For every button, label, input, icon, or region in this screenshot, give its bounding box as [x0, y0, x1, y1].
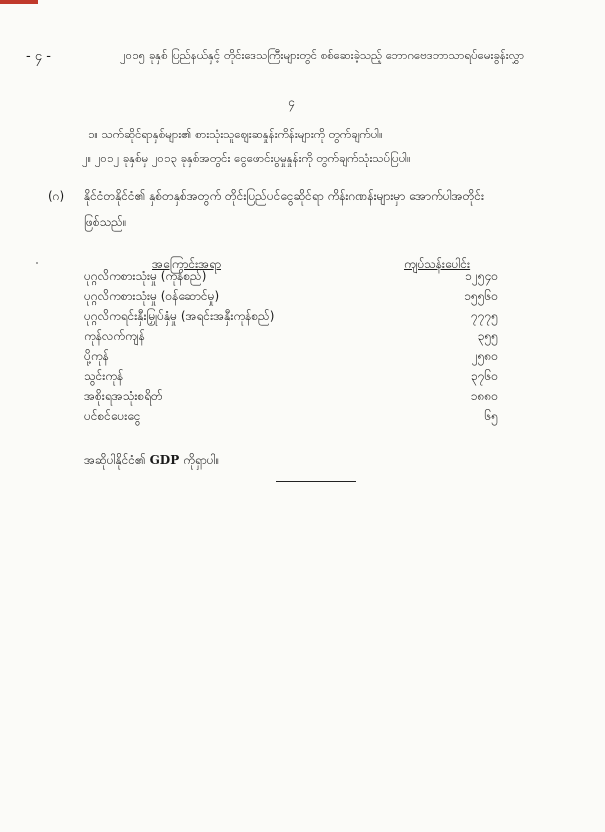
row-value: ၁၅၅၆၀ [464, 289, 498, 303]
table-row [84, 368, 504, 386]
closing-term: GDP [149, 453, 180, 467]
row-value: ၃၅၅ [477, 329, 498, 343]
row-value: ၁၈၈၀ [470, 389, 498, 403]
row-value: ၁၂၅၄၀ [465, 269, 498, 283]
closing-question [84, 452, 219, 470]
row-value: ၂၅၈၀ [471, 349, 498, 363]
table-row [84, 328, 504, 346]
row-value: ၆၅ [484, 409, 498, 423]
section-text-line-1: နိုင်ငံတနိုင်ငံ၏ နှစ်တနှစ်အတွက် တိုင်းပြည်ပင်ငွေဆိုင်ရာ ကိန်းဂဏန်းများမှာ အောက်ပါအတိုင်း [84, 189, 485, 203]
margin-dot [36, 262, 38, 264]
row-label: ပုဂ္ဂလိကစားသုံးမှု (ကုန်စည်) [84, 269, 207, 283]
end-divider [276, 481, 356, 482]
closing-prefix: အဆိုပါနိုင်ငံ၏ [84, 453, 146, 467]
section-text-line-2: ဖြစ်သည်။ [84, 215, 127, 229]
table-row [84, 308, 504, 326]
corner-mark [0, 0, 38, 4]
row-label: သွင်းကုန် [84, 369, 124, 383]
closing-suffix: ကိုရှာပါ။ [183, 453, 220, 467]
table-row [84, 288, 504, 306]
row-label: ပုဂ္ဂလိကစားသုံးမှု (ဝန်ဆောင်မှု) [84, 289, 220, 303]
table-row [84, 348, 504, 366]
table-row [84, 268, 504, 286]
table-row [84, 408, 504, 426]
row-label: ပင်စင်ပေးငွေ [84, 409, 141, 423]
section-label: (ဂ) [48, 189, 65, 203]
table-header-item: အကြောင်းအရာ [152, 257, 221, 271]
question-2: ၂။ ၂၀၁၂ ခုနှစ်မှ ၂၀၁၃ ခုနှစ်အတွင်း ငွေဖောင်းပွမှုနှုန်းကို တွက်ချက်သုံးသပ်ပြပါ။ [82, 151, 411, 165]
table-header-value: ကျပ်သန်းပေါင်း [404, 257, 471, 271]
row-label: ကုန်လက်ကျန် [84, 329, 145, 343]
row-label: ပုဂ္ဂလိကရင်းနှီးမြှုပ်နှံမှု (အရင်းအနှီးကုန်စည်) [84, 309, 275, 323]
row-label: ပို့ကုန် [84, 349, 109, 363]
row-value: ၇၇၇၅ [471, 309, 498, 323]
row-label: အစိုးရအသုံးစရိတ် [84, 389, 163, 403]
table-row [84, 388, 504, 406]
header-page-marker: - ၄ - [26, 49, 51, 64]
question-1: ၁။ သက်ဆိုင်ရာနှစ်များ၏ စားသုံးသူဈေးဆနှုန်းကိန်းများကို တွက်ချက်ပါ။ [88, 127, 383, 141]
row-value: ၃၇၆၀ [471, 369, 498, 383]
header-title: ၂၀၁၅ ခုနှစ် ပြည်နယ်နှင့် တိုင်းဒေသကြီးများတွင် စစ်ဆေးခဲ့သည့် ဘောဂဗေဒဘာသာရပ်မေးခွန်းလွှာ [120, 48, 525, 62]
page-number: ၄ [288, 95, 295, 109]
